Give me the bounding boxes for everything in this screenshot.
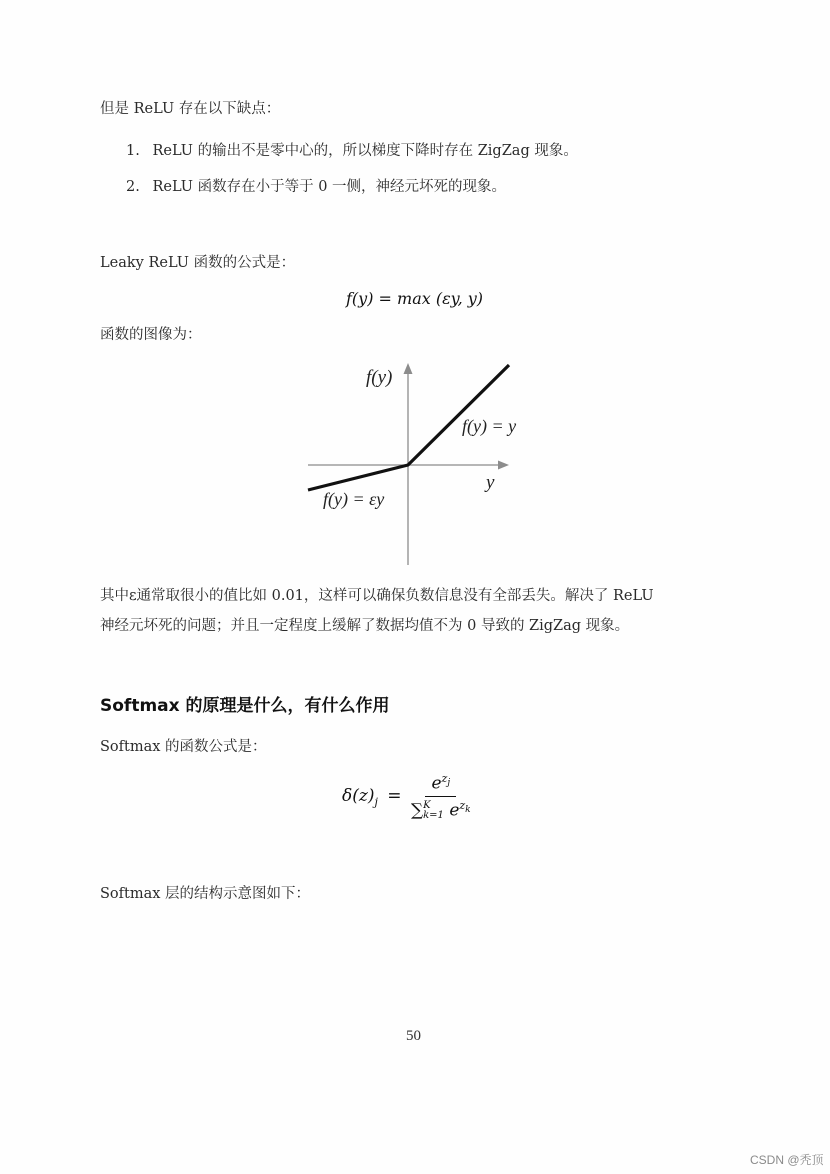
list-item-number: 1. — [126, 143, 140, 159]
leaky-relu-explanation-line2: 神经元坏死的问题；并且一定程度上缓解了数据均值不为 0 导致的 ZigZag 现象。 — [100, 618, 630, 634]
numerator-exp: z — [441, 772, 448, 785]
formula-denominator — [411, 797, 471, 821]
numerator-exp-sub: j — [447, 778, 451, 789]
list-item — [126, 141, 578, 161]
page-number: 50 — [406, 1028, 421, 1044]
leaky-relu-formula: f(y) = max (εy, y) — [346, 289, 484, 308]
y-axis-label: f(y) — [366, 367, 393, 388]
x-axis-label: y — [486, 472, 495, 493]
formula-lhs-sub: j — [374, 795, 378, 809]
softmax-heading: Softmax 的原理是什么，有什么作用 — [100, 696, 390, 716]
formula-equals: = — [387, 785, 402, 806]
softmax-formula-intro: Softmax 的函数公式是： — [100, 739, 267, 755]
leaky-relu-explanation-line1: 其中ε通常取很小的值比如 0.01，这样可以确保负数信息没有全部丢失。解决了 ReLU — [100, 588, 654, 604]
denominator-exp-sub: k — [465, 804, 471, 815]
graph-intro: 函数的图像为： — [100, 327, 202, 343]
y-axis-arrow-icon — [404, 363, 413, 374]
sum-lower: k=1 — [423, 809, 444, 821]
formula-numerator — [425, 772, 456, 797]
list-item-number: 2. — [126, 179, 140, 195]
list-item — [126, 177, 506, 197]
relu-drawbacks-intro: 但是 ReLU 存在以下缺点： — [100, 101, 281, 117]
denominator-exp: z — [459, 798, 466, 812]
leaky-relu-formula-intro: Leaky ReLU 函数的公式是： — [100, 255, 296, 271]
softmax-structure-intro: Softmax 层的结构示意图如下： — [100, 886, 311, 902]
positive-branch-label: f(y) = y — [462, 416, 517, 436]
softmax-formula — [342, 772, 471, 821]
sum-upper: K — [423, 799, 431, 811]
leaky-relu-graph — [290, 355, 540, 575]
numerator-base: e — [431, 773, 442, 794]
x-axis-arrow-icon — [498, 461, 509, 470]
negative-branch-label: f(y) = εy — [323, 489, 385, 509]
formula-lhs: δ(z) — [342, 785, 375, 806]
watermark: CSDN @秃顶 — [750, 1153, 824, 1167]
denominator-base: e — [449, 800, 460, 821]
list-item-text: ReLU 函数存在小于等于 0 一侧，神经元坏死的现象。 — [152, 179, 507, 195]
formula-fraction — [411, 772, 471, 821]
sum-symbol: ∑ — [410, 800, 424, 821]
list-item-text: ReLU 的输出不是零中心的，所以梯度下降时存在 ZigZag 现象。 — [152, 143, 578, 159]
